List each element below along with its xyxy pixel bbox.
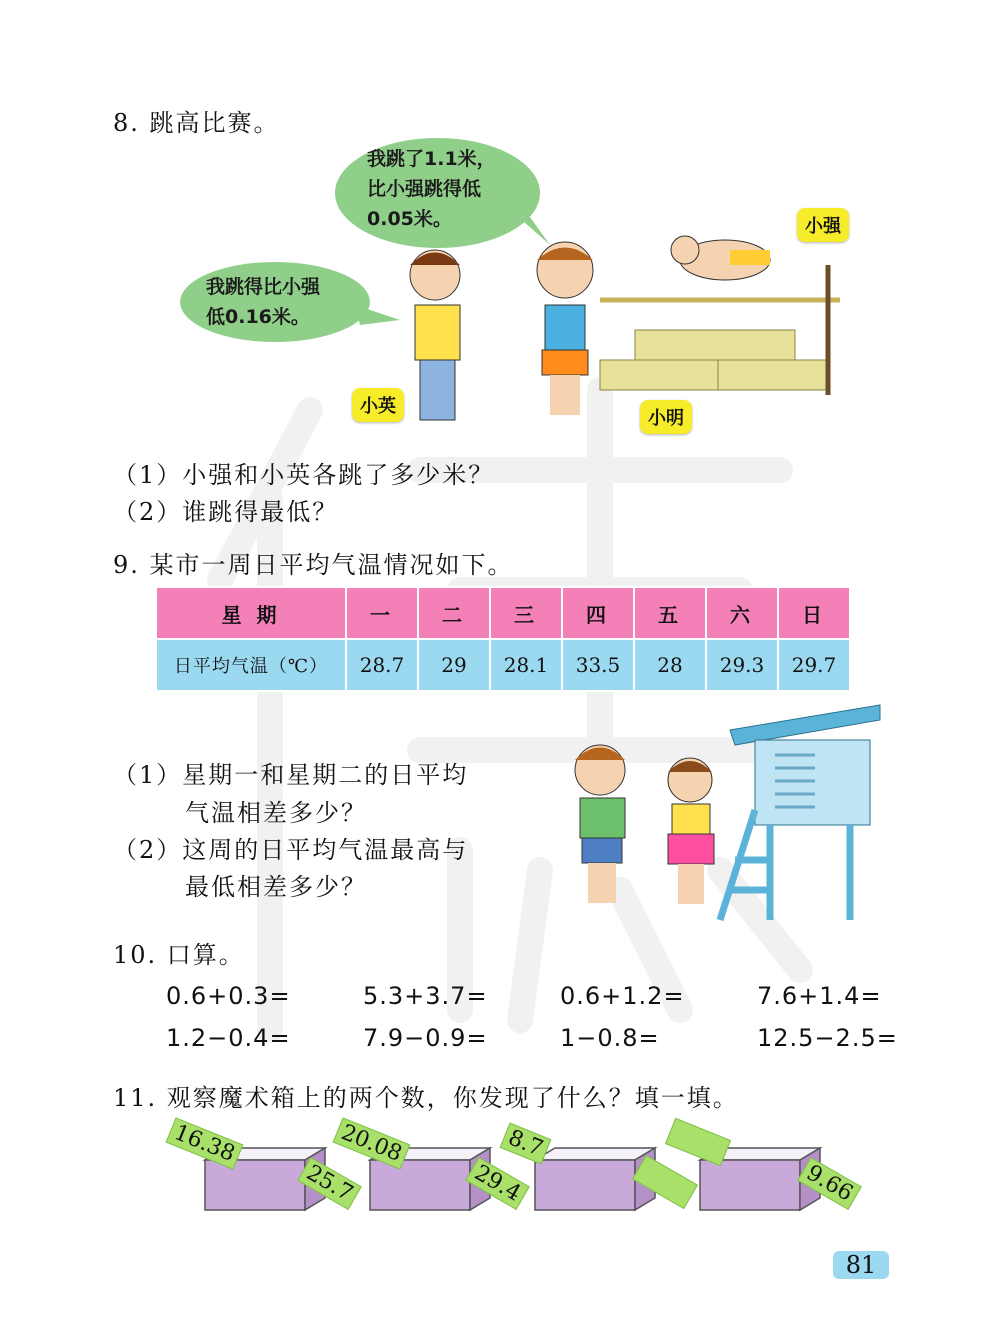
calc-item: 0.6+0.3= [166, 982, 291, 1010]
bubble-line: 我跳了1.1米， [367, 148, 496, 170]
bubble-line: 比小强跳得低 [367, 178, 482, 200]
calc-item: 5.3+3.7= [363, 982, 488, 1010]
header-cell: 六 [706, 587, 778, 639]
calc-item: 7.9−0.9= [363, 1024, 488, 1052]
question-9-sub-2a: （2）这周的日平均气温最高与 [113, 836, 469, 864]
box-4-output-label: 9.66 [797, 1157, 862, 1210]
bubble-tail [355, 300, 405, 330]
header-cell: 四 [562, 587, 634, 639]
header-cell: 三 [490, 587, 562, 639]
question-9-sub-1b: 气温相差多少？ [185, 799, 367, 827]
calc-item: 7.6+1.4= [757, 982, 882, 1010]
name-tag-xiaoming: 小明 [640, 400, 692, 434]
value-cell: 28.1 [490, 639, 562, 691]
bubble-line: 低0.16米。 [206, 306, 310, 328]
question-9-sub-1a: （1）星期一和星期二的日平均 [113, 761, 469, 789]
high-jump-illustration [400, 215, 850, 435]
header-cell: 星 期 [156, 587, 346, 639]
question-8-sub-2: （2）谁跳得最低？ [113, 498, 339, 526]
header-cell: 五 [634, 587, 706, 639]
value-cell: 29.7 [778, 639, 850, 691]
question-9-title: 9. 某市一周日平均气温情况如下。 [113, 551, 514, 579]
table-row [156, 639, 850, 691]
bubble-line: 我跳得比小强 [206, 276, 321, 298]
calc-item: 1.2−0.4= [166, 1024, 291, 1052]
box-1-output-label: 25.7 [297, 1157, 362, 1210]
header-cell: 二 [418, 587, 490, 639]
calc-item: 1−0.8= [560, 1024, 660, 1052]
header-cell: 日 [778, 587, 850, 639]
page-number: 81 [833, 1251, 889, 1279]
name-tag-xiaoying: 小英 [352, 388, 404, 422]
value-cell: 29 [418, 639, 490, 691]
bubble-line: 0.05米。 [367, 208, 452, 230]
box-2-input-label: 20.08 [333, 1117, 411, 1169]
speech-bubble-xiaoying [180, 262, 370, 342]
question-9-sub-2b: 最低相差多少？ [185, 873, 367, 901]
weather-station-illustration [550, 700, 885, 925]
table-header-row [156, 587, 850, 639]
box-1-input-label: 16.38 [166, 1117, 244, 1169]
box-2-output-label: 29.4 [465, 1157, 530, 1210]
calc-item: 0.6+1.2= [560, 982, 685, 1010]
header-cell: 一 [346, 587, 418, 639]
question-11-title: 11. 观察魔术箱上的两个数，你发现了什么？填一填。 [113, 1084, 739, 1112]
calc-item: 12.5−2.5= [757, 1024, 898, 1052]
value-cell: 33.5 [562, 639, 634, 691]
value-cell: 28.7 [346, 639, 418, 691]
value-cell: 29.3 [706, 639, 778, 691]
row-label-cell: 日平均气温（℃） [156, 639, 346, 691]
question-8-title: 8. 跳高比赛。 [113, 109, 280, 137]
value-cell: 28 [634, 639, 706, 691]
box-3-input-label: 8.7 [500, 1123, 552, 1165]
question-10-title: 10. 口算。 [113, 941, 245, 969]
temperature-table [155, 586, 851, 692]
name-tag-xiaoqiang: 小强 [797, 208, 849, 242]
question-8-sub-1: （1）小强和小英各跳了多少米？ [113, 461, 495, 489]
